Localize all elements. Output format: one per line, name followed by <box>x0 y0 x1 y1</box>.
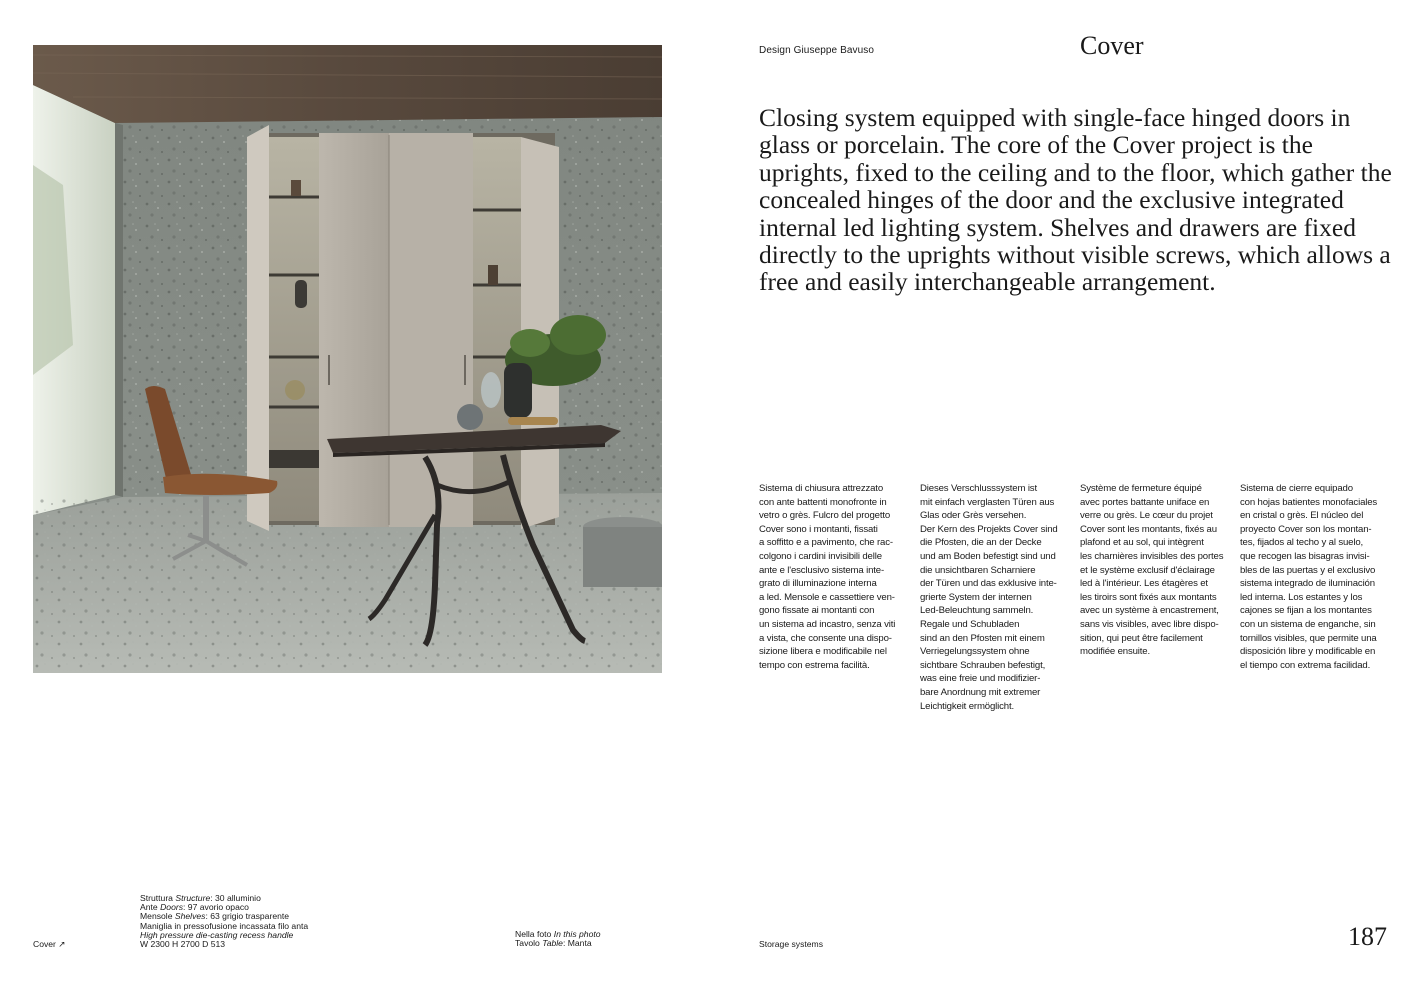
spec-handle-en: High pressure die-casting recess handle <box>140 929 294 940</box>
spec-handle-it: Maniglia in pressofusione incassata filo anta <box>140 920 309 931</box>
spec-shelves: Mensole Shelves: 63 grigio trasparente <box>140 911 290 922</box>
italian-description: Sistema di chiusura attrezzato con ante battenti monofronte in vetro o grès. Fulcro del progetto Cover sono i montanti, fissati a soffitto e a pavimento, che rac- colgono i cardini invisibili delle ante e l'esclusivo sistema inte- grato di illuminazione interna a led. Mensole e cassettiere ven- gono fissate ai montanti con un sistema ad incastro, senza viti a vista, che consente una dispo- sizione libera e modificabile nel tempo con estrema facilità. <box>759 483 896 671</box>
section-label: Storage systems <box>759 939 823 949</box>
french-description: Système de fermeture équipé avec portes battante uniface en verre ou grès. Le cœur du projet Cover sont les montants, fixés au plafond et au sol, qui intègrent les charnières invisibles des portes et le système exclusif d'éclairage led à l'intérieur. Les étagères et les tiroirs sont fixés aux montants avec un système à encastrement, sans vis visibles, avec libre dispo- sition, qui peut être facilement modifiée ensuite. <box>1080 483 1224 658</box>
page-number: 187 <box>1348 922 1387 951</box>
product-specs <box>140 894 308 949</box>
spec-structure: Struttura Structure: 30 alluminio <box>140 893 261 903</box>
designer-credit: Design Giuseppe Bavuso <box>759 45 875 56</box>
spec-dimensions: W 2300 H 2700 D 513 <box>140 939 226 950</box>
cover-link[interactable]: Cover ↗ <box>33 939 66 949</box>
interior-photo-icon <box>33 45 662 673</box>
intro-paragraph: Closing system equipped with single-face hinged doors in glass or porcelain. The core of the Cover project is the uprights, fixed to the ceiling and to the floor, which gather the concealed hinges of the door and the exclusive integrated internal led lighting system. Shelves and drawers are fixed directly to the uprights without visible screws, which allows a free and easily interchangeable arrangement. <box>759 103 1392 297</box>
photo-note: Nella foto In this photo Tavolo Table: Manta <box>515 929 601 949</box>
spec-doors: Ante Doors: 97 avorio opaco <box>140 902 249 913</box>
spanish-description: Sistema de cierre equipado con hojas batientes monofaciales en cristal o grès. El núcleo del proyecto Cover son los montan- tes, fijados al techo y al suelo, que recogen las bisagras invisi- bles de las puertas y el exclusivo sistema integrado de iluminación led interna. Los estantes y los cajones se fijan a los montantes con un sistema de enganche, sin tornillos visibles, que permite una disposición libre y modificable en el tiempo con extrema facilidad. <box>1240 483 1378 671</box>
page-title: Cover <box>1080 31 1144 60</box>
german-description: Dieses Verschlusssystem ist mit einfach verglasten Türen aus Glas oder Grès versehen. Der Kern des Projekts Cover sind die Pfosten, die an der Decke und am Boden befestigt sind und die unsichtbaren Scharniere der Türen und das exklusive inte- grierte System der internen Led-Beleuchtung sammeln. Regale und Schubladen sind an den Pfosten mit einem Verriegelungssystem ohne sichtbare Schrauben befestigt, was eine freie und modifizier- bare Anordnung mit extremer Leichtigkeit ermöglicht. <box>920 483 1058 712</box>
product-photo <box>33 45 662 673</box>
